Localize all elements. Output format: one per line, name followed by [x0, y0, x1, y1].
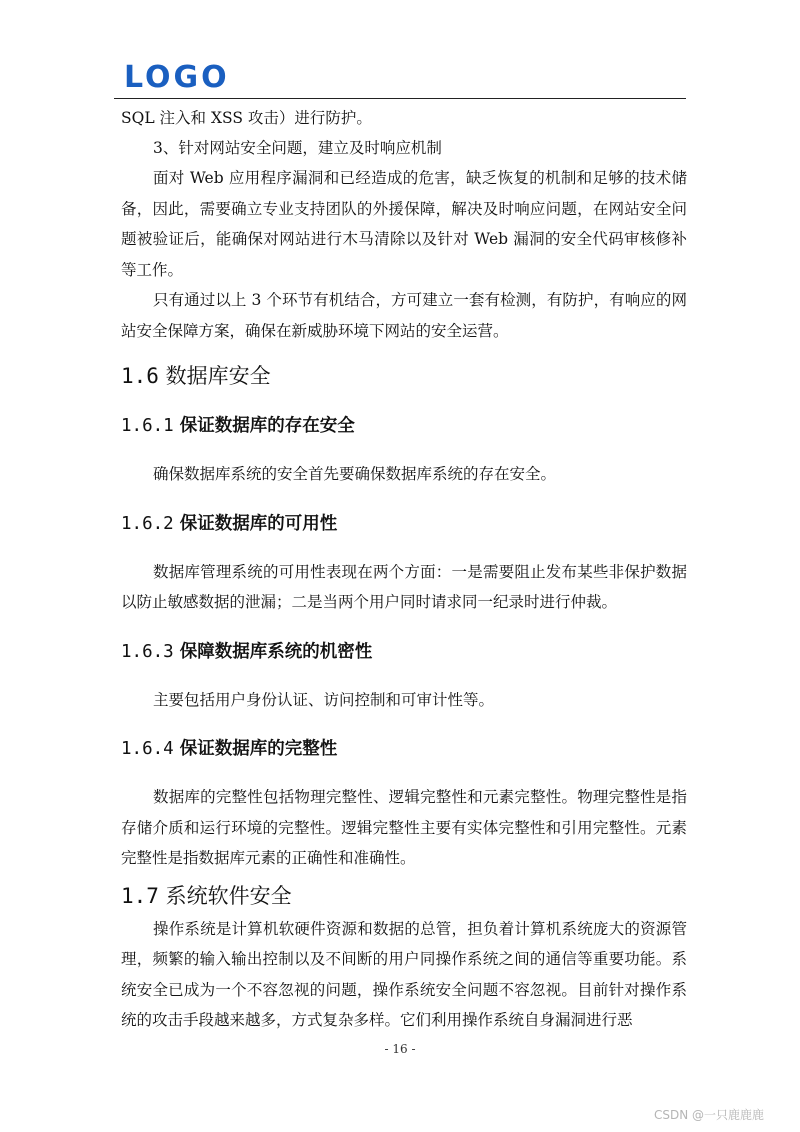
watermark: CSDN @一只鹿鹿鹿	[653, 1108, 764, 1122]
paragraph: 操作系统是计算机软硬件资源和数据的总管，担负着计算机系统庞大的资源管理，频繁的输入输出控制以及不间断的用户同操作系统之间的通信等重要功能。系统安全已成为一个不容忽视的问题，操作系统安全问题不容忽视。目前针对操作系统的攻击手段越来越多，方式复杂多样。它们利用操作系统自身漏洞进行恶	[121, 919, 687, 1029]
section-heading	[121, 880, 687, 910]
subsection-heading	[121, 412, 687, 437]
paragraph: 面对 Web 应用程序漏洞和已经造成的危害，缺乏恢复的机制和足够的技术储备，因此，需要确立专业支持团队的外援保障，解决及时响应问题，在网站安全问题被验证后，能确保对网站进行木马清除以及针对 Web 漏洞的安全代码审核修补等工作。	[121, 169, 687, 279]
section-number: 1.6.4	[121, 739, 174, 759]
subsection-heading	[121, 735, 687, 760]
document-body	[121, 104, 687, 1036]
section-title: 保证数据库的可用性	[179, 513, 338, 534]
section-title: 保证数据库的存在安全	[179, 416, 355, 436]
section-number: 1.6.1	[121, 416, 174, 436]
paragraph: 数据库的完整性包括物理完整性、逻辑完整性和元素完整性。物理完整性是指存储介质和运行环境的完整性。逻辑完整性主要有实体完整性和引用完整性。元素完整性是指数据库元素的正确性和准确性。	[121, 788, 687, 867]
section-title: 系统软件安全	[165, 883, 292, 908]
section-number: 1.6.2	[121, 513, 174, 534]
paragraph: 3、针对网站安全问题，建立及时响应机制	[153, 138, 442, 157]
paragraph: 只有通过以上 3 个环节有机结合，方可建立一套有检测，有防护，有响应的网站安全保障方案，确保在新威胁环境下网站的安全运营。	[121, 291, 687, 340]
paragraph: 确保数据库系统的安全首先要确保数据库系统的存在安全。	[153, 465, 557, 483]
section-title: 数据库安全	[165, 364, 271, 388]
page-number: - 16 -	[384, 1042, 416, 1056]
subsection-heading	[121, 638, 687, 663]
section-number: 1.6	[121, 364, 159, 388]
section-title: 保障数据库系统的机密性	[179, 641, 373, 662]
paragraph: 数据库管理系统的可用性表现在两个方面：一是需要阻止发布某些非保护数据以防止敏感数据的泄漏；二是当两个用户同时请求同一纪录时进行仲裁。	[121, 562, 687, 611]
header-rule	[114, 98, 686, 99]
section-number: 1.7	[121, 883, 159, 908]
section-heading	[121, 360, 687, 390]
logo: LOGO	[124, 60, 230, 95]
subsection-heading	[121, 510, 687, 535]
section-title: 保证数据库的完整性	[179, 739, 338, 759]
section-number: 1.6.3	[121, 641, 174, 662]
paragraph: 主要包括用户身份认证、访问控制和可审计性等。	[153, 690, 495, 709]
paragraph: SQL 注入和 XSS 攻击）进行防护。	[121, 109, 372, 127]
